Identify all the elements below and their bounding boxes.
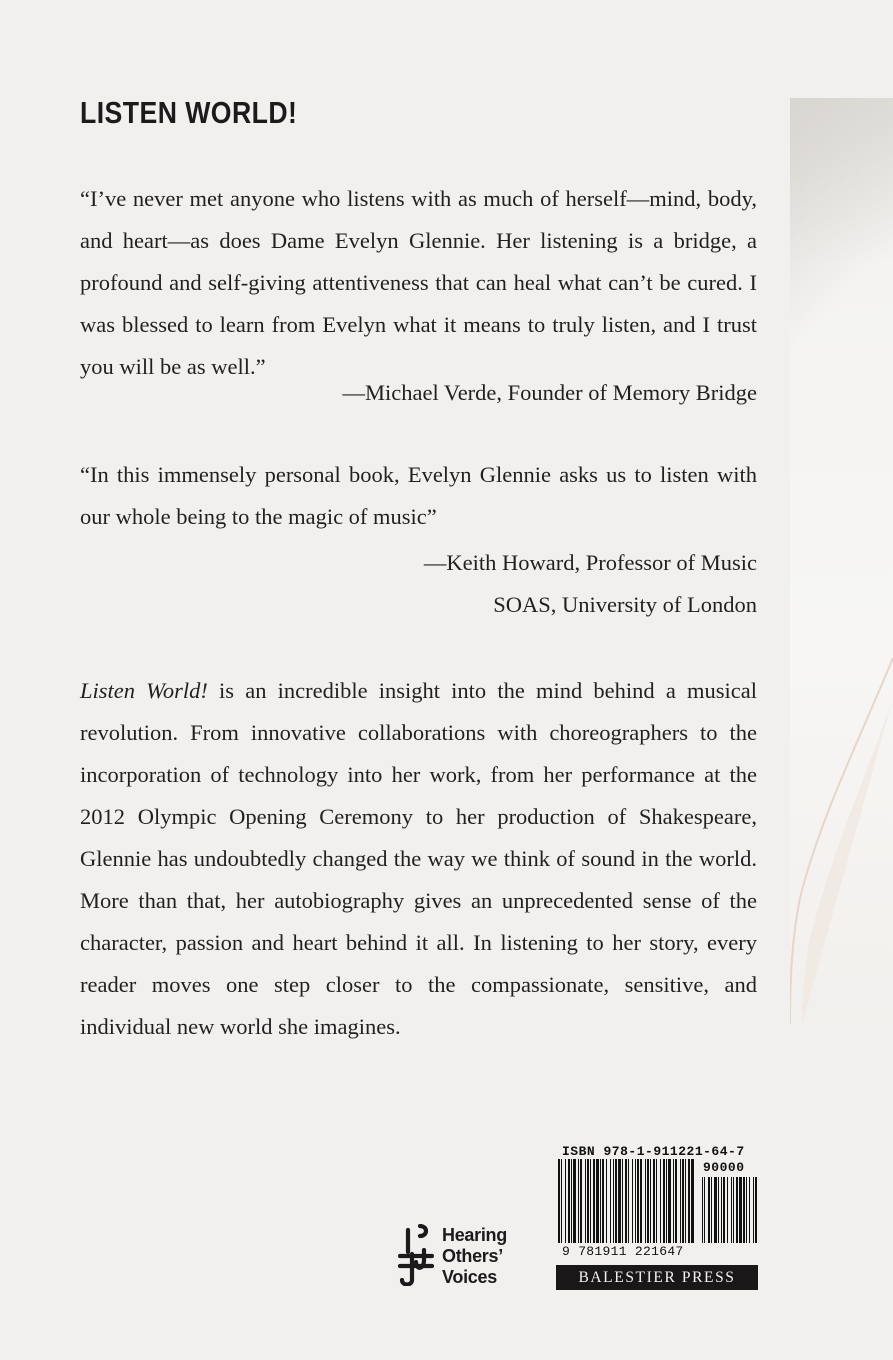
barcode-bar [610,1159,611,1243]
barcode-addon-bar [708,1177,710,1243]
barcode-bar [615,1159,617,1243]
barcode-addon-bar [731,1177,732,1243]
barcode-bar [596,1159,599,1243]
barcode-addon-bar [711,1177,712,1243]
book-title: LISTEN WORLD! [80,95,298,130]
barcode-addon-bar [718,1177,719,1243]
barcode-bar [558,1159,560,1243]
barcode-addon-bar [739,1177,742,1243]
barcode-bar [613,1159,614,1243]
barcode-bar [580,1159,582,1243]
barcode-bar [647,1159,649,1243]
barcode-addon-bar [702,1177,703,1243]
barcode-bar [571,1159,572,1243]
book-description [80,670,757,1048]
barcode-addon-bar [743,1177,745,1243]
photo-arm-outline [790,98,893,1024]
endorsement-attribution-howard: —Keith Howard, Professor of Music [423,550,757,575]
barcode-bar [622,1159,623,1243]
barcode-addon-bar [733,1177,734,1243]
barcode-bar [635,1159,636,1243]
barcode-bar [632,1159,633,1243]
barcode-bar [590,1159,591,1243]
publisher-name: BALESTIER PRESS [556,1265,758,1290]
endorsement-attribution-verde: —Michael Verde, Founder of Memory Bridge [342,380,757,405]
barcode-bar [561,1159,562,1243]
barcode-addon-bar [727,1177,728,1243]
barcode-bar [668,1159,671,1243]
endorsement-quote-verde: “I’ve never met anyone who listens with as much of herself—mind, body, and heart—as does Dame Evelyn Glennie. Her listening is a bridge, a profound and self-giving attentiveness that can heal what can’t be cured. I was blessed to learn from Evelyn what it means to truly listen, and I trust you will be as well.” [80,186,757,379]
barcode-bar [625,1159,627,1243]
barcode-bar [578,1159,579,1243]
barcode-bar [675,1159,677,1243]
barcode-addon-bar [736,1177,738,1243]
barcode-addon-bar [755,1177,757,1243]
barcode-addon-bar [749,1177,750,1243]
barcode-addon-bar [723,1177,725,1243]
barcode-addon-bar [704,1177,705,1243]
barcode-addon-bar [714,1177,717,1243]
barcode-digits: 9 781911 221647 [562,1244,684,1259]
barcode-bar [650,1159,651,1243]
barcode-bar [618,1159,621,1243]
series-logo-line-3: Voices [442,1267,497,1287]
barcode-bar [666,1159,667,1243]
barcode-bar [628,1159,629,1243]
barcode-bar [653,1159,655,1243]
barcode-bar [593,1159,595,1243]
barcode-bar [660,1159,661,1243]
endorsement-quote-howard: “In this immensely personal book, Evelyn Glennie asks us to listen with our whole being to the magic of music” [80,462,757,529]
barcode-price-code: 90000 [703,1160,745,1175]
series-logo-text [442,1225,507,1288]
hearing-others-voices-logo-icon [398,1224,434,1286]
barcode-bar [645,1159,646,1243]
description-book-title: Listen World! [80,678,208,703]
barcode-bar [685,1159,686,1243]
description-text: is an incredible insight into the mind behind a musical revolution. From innovative collaborations with choreographers to the incorporation of technology into her work, from her performance at the 2012 Olympic Opening Ceremony to her production of Shakespeare, Glennie has undoubtedly changed the way we think of sound in the world. More than that, her autobiography gives an unprecedented sense of the character, passion and heart behind it all. In listening to her story, every reader moves one step closer to the compassionate, sensitive, and individual new world she imagines. [80,678,757,1039]
isbn-barcode-block [556,1144,758,1290]
isbn-label: ISBN 978-1-911221-64-7 [562,1144,745,1159]
barcode-addon-bar [746,1177,747,1243]
cover-photo-edge [790,98,893,1024]
barcode-bar [673,1159,674,1243]
barcode-bar [637,1159,639,1243]
barcode-bar [682,1159,684,1243]
barcode-addon-bar [753,1177,754,1243]
barcode-bar [585,1159,586,1243]
endorsement-affiliation-howard: SOAS, University of London [493,592,757,617]
series-logo-line-2: Others’ [442,1246,503,1266]
barcode-bar [568,1159,570,1243]
barcode-addon-bar [721,1177,722,1243]
series-logo [398,1224,528,1290]
barcode-bar [602,1159,604,1243]
series-logo-line-1: Hearing [442,1225,507,1245]
barcode-bar [600,1159,601,1243]
barcode-bar [680,1159,681,1243]
barcode-bar [606,1159,607,1243]
barcode-bar [688,1159,690,1243]
barcode-bar [656,1159,657,1243]
barcode-bar [573,1159,576,1243]
barcode-bar [691,1159,694,1243]
barcode-bar [663,1159,665,1243]
barcode-bar [640,1159,642,1243]
barcode-bar [587,1159,589,1243]
barcode-bar [565,1159,566,1243]
